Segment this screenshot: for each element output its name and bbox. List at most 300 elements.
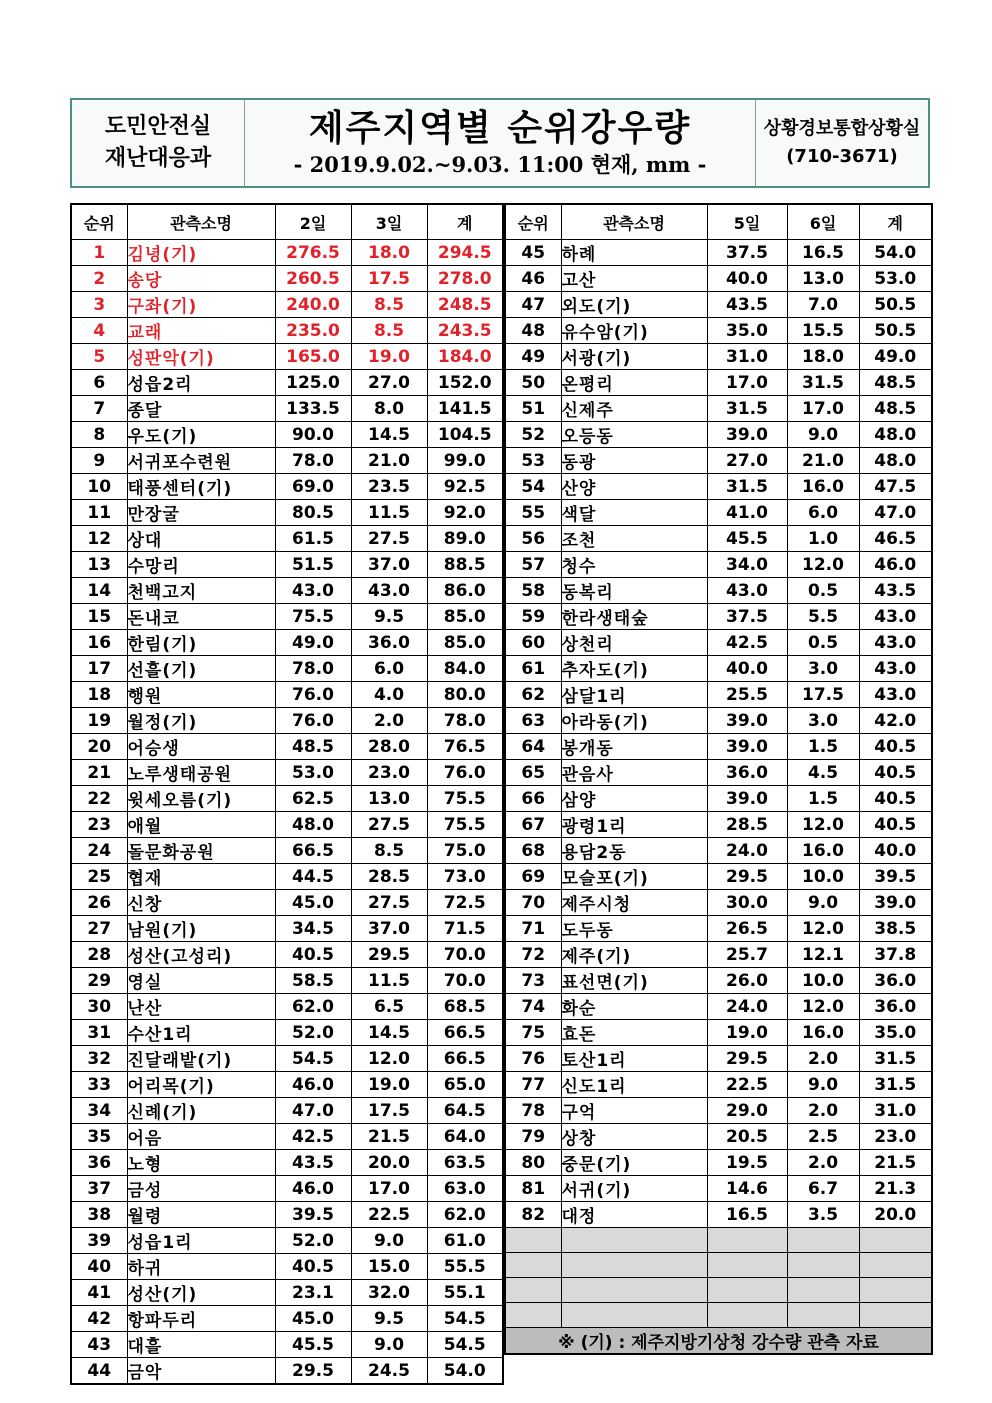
day1-rain-cell: 31.0 xyxy=(707,344,787,370)
day2-rain-cell: 3.0 xyxy=(787,708,859,734)
empty-cell xyxy=(859,1303,932,1328)
table-row xyxy=(71,500,503,526)
day1-rain-cell: 27.0 xyxy=(707,448,787,474)
station-name-cell: 동복리 xyxy=(561,578,707,604)
table-row xyxy=(71,864,503,890)
office-box xyxy=(755,100,928,186)
table-row xyxy=(505,318,932,344)
total-rain-cell: 40.5 xyxy=(859,812,932,838)
rank-cell: 58 xyxy=(505,578,561,604)
column-header: 2일 xyxy=(275,204,351,240)
empty-cell xyxy=(787,1303,859,1328)
total-rain-cell: 78.0 xyxy=(427,708,503,734)
table-row xyxy=(505,1020,932,1046)
day2-rain-cell: 12.1 xyxy=(787,942,859,968)
day2-rain-cell: 29.5 xyxy=(351,942,427,968)
total-rain-cell: 48.0 xyxy=(859,422,932,448)
table-row xyxy=(71,942,503,968)
day2-rain-cell: 8.0 xyxy=(351,396,427,422)
day2-rain-cell: 6.5 xyxy=(351,994,427,1020)
table-row xyxy=(505,578,932,604)
day2-rain-cell: 14.5 xyxy=(351,1020,427,1046)
station-name-cell: 노형 xyxy=(127,1150,275,1176)
day1-rain-cell: 75.5 xyxy=(275,604,351,630)
table-row xyxy=(505,552,932,578)
total-rain-cell: 75.5 xyxy=(427,786,503,812)
table-row xyxy=(505,838,932,864)
table-row xyxy=(71,1202,503,1228)
total-rain-cell: 66.5 xyxy=(427,1046,503,1072)
day2-rain-cell: 6.0 xyxy=(787,500,859,526)
total-rain-cell: 42.0 xyxy=(859,708,932,734)
day1-rain-cell: 235.0 xyxy=(275,318,351,344)
day1-rain-cell: 43.0 xyxy=(707,578,787,604)
rank-cell: 4 xyxy=(71,318,127,344)
rank-cell: 22 xyxy=(71,786,127,812)
rank-cell: 51 xyxy=(505,396,561,422)
total-rain-cell: 65.0 xyxy=(427,1072,503,1098)
day1-rain-cell: 78.0 xyxy=(275,448,351,474)
total-rain-cell: 85.0 xyxy=(427,604,503,630)
table-row xyxy=(505,812,932,838)
day1-rain-cell: 76.0 xyxy=(275,708,351,734)
day2-rain-cell: 17.5 xyxy=(351,266,427,292)
station-name-cell: 관음사 xyxy=(561,760,707,786)
rank-cell: 37 xyxy=(71,1176,127,1202)
total-rain-cell: 39.5 xyxy=(859,864,932,890)
table-row xyxy=(505,760,932,786)
day2-rain-cell: 11.5 xyxy=(351,500,427,526)
rank-cell: 14 xyxy=(71,578,127,604)
day2-rain-cell: 9.0 xyxy=(351,1228,427,1254)
day1-rain-cell: 26.0 xyxy=(707,968,787,994)
total-rain-cell: 31.0 xyxy=(859,1098,932,1124)
station-name-cell: 어음 xyxy=(127,1124,275,1150)
day2-rain-cell: 19.0 xyxy=(351,1072,427,1098)
day2-rain-cell: 0.5 xyxy=(787,578,859,604)
day2-rain-cell: 13.0 xyxy=(787,266,859,292)
day2-rain-cell: 31.5 xyxy=(787,370,859,396)
station-name-cell: 태풍센터(기) xyxy=(127,474,275,500)
table-row xyxy=(71,1228,503,1254)
station-name-cell: 진달래밭(기) xyxy=(127,1046,275,1072)
table-row xyxy=(71,708,503,734)
rank-cell: 56 xyxy=(505,526,561,552)
rank-cell: 52 xyxy=(505,422,561,448)
table-row xyxy=(505,1176,932,1202)
station-name-cell: 온평리 xyxy=(561,370,707,396)
total-rain-cell: 88.5 xyxy=(427,552,503,578)
table-row xyxy=(71,1098,503,1124)
station-name-cell: 삼양 xyxy=(561,786,707,812)
station-name-cell: 제주(기) xyxy=(561,942,707,968)
total-rain-cell: 31.5 xyxy=(859,1072,932,1098)
day2-rain-cell: 4.5 xyxy=(787,760,859,786)
day1-rain-cell: 52.0 xyxy=(275,1228,351,1254)
rank-cell: 67 xyxy=(505,812,561,838)
day1-rain-cell: 44.5 xyxy=(275,864,351,890)
day1-rain-cell: 31.5 xyxy=(707,474,787,500)
total-rain-cell: 48.0 xyxy=(859,448,932,474)
rank-cell: 69 xyxy=(505,864,561,890)
station-name-cell: 종달 xyxy=(127,396,275,422)
total-rain-cell: 46.0 xyxy=(859,552,932,578)
station-name-cell: 봉개동 xyxy=(561,734,707,760)
day2-rain-cell: 27.5 xyxy=(351,812,427,838)
station-name-cell: 대흘 xyxy=(127,1332,275,1358)
rainfall-table-left xyxy=(70,203,504,1385)
rank-cell: 10 xyxy=(71,474,127,500)
day1-rain-cell: 20.5 xyxy=(707,1124,787,1150)
table-row xyxy=(71,448,503,474)
rank-cell: 50 xyxy=(505,370,561,396)
day1-rain-cell: 58.5 xyxy=(275,968,351,994)
day1-rain-cell: 39.0 xyxy=(707,422,787,448)
day1-rain-cell: 30.0 xyxy=(707,890,787,916)
day1-rain-cell: 276.5 xyxy=(275,240,351,266)
day1-rain-cell: 39.0 xyxy=(707,786,787,812)
day2-rain-cell: 9.0 xyxy=(787,1072,859,1098)
total-rain-cell: 43.0 xyxy=(859,656,932,682)
day2-rain-cell: 15.0 xyxy=(351,1254,427,1280)
day2-rain-cell: 8.5 xyxy=(351,292,427,318)
report-header xyxy=(70,98,930,188)
rank-cell: 34 xyxy=(71,1098,127,1124)
empty-cell xyxy=(707,1303,787,1328)
table-row xyxy=(505,448,932,474)
total-rain-cell: 55.5 xyxy=(427,1254,503,1280)
day2-rain-cell: 3.0 xyxy=(787,656,859,682)
empty-cell xyxy=(787,1253,859,1278)
table-row xyxy=(505,474,932,500)
day1-rain-cell: 29.5 xyxy=(275,1358,351,1385)
station-name-cell: 금성 xyxy=(127,1176,275,1202)
rank-cell: 57 xyxy=(505,552,561,578)
station-name-cell: 표선면(기) xyxy=(561,968,707,994)
station-name-cell: 금악 xyxy=(127,1358,275,1385)
station-name-cell: 상대 xyxy=(127,526,275,552)
rank-cell: 74 xyxy=(505,994,561,1020)
day2-rain-cell: 18.0 xyxy=(787,344,859,370)
rank-cell: 81 xyxy=(505,1176,561,1202)
empty-cell xyxy=(561,1228,707,1253)
station-name-cell: 항파두리 xyxy=(127,1306,275,1332)
station-name-cell: 성읍1리 xyxy=(127,1228,275,1254)
day1-rain-cell: 29.0 xyxy=(707,1098,787,1124)
table-row xyxy=(71,682,503,708)
table-row xyxy=(71,422,503,448)
day1-rain-cell: 52.0 xyxy=(275,1020,351,1046)
total-rain-cell: 64.0 xyxy=(427,1124,503,1150)
footnote: ※ (기) : 제주지방기상청 강수량 관측 자료 xyxy=(505,1328,932,1355)
total-rain-cell: 63.0 xyxy=(427,1176,503,1202)
table-row xyxy=(71,344,503,370)
day1-rain-cell: 26.5 xyxy=(707,916,787,942)
rank-cell: 65 xyxy=(505,760,561,786)
page-title: 제주지역별 순위강우량 xyxy=(308,108,692,149)
rank-cell: 54 xyxy=(505,474,561,500)
rank-cell: 30 xyxy=(71,994,127,1020)
rank-cell: 46 xyxy=(505,266,561,292)
day2-rain-cell: 16.0 xyxy=(787,838,859,864)
station-name-cell: 고산 xyxy=(561,266,707,292)
day2-rain-cell: 10.0 xyxy=(787,864,859,890)
day2-rain-cell: 2.0 xyxy=(351,708,427,734)
rank-cell: 71 xyxy=(505,916,561,942)
total-rain-cell: 92.5 xyxy=(427,474,503,500)
station-name-cell: 돌문화공원 xyxy=(127,838,275,864)
rank-cell: 7 xyxy=(71,396,127,422)
empty-cell xyxy=(505,1278,561,1303)
station-name-cell: 조천 xyxy=(561,526,707,552)
office-name: 상황경보통합상황실 xyxy=(763,118,921,139)
rank-cell: 60 xyxy=(505,630,561,656)
day1-rain-cell: 42.5 xyxy=(275,1124,351,1150)
total-rain-cell: 70.0 xyxy=(427,942,503,968)
day1-rain-cell: 69.0 xyxy=(275,474,351,500)
rank-cell: 3 xyxy=(71,292,127,318)
empty-row xyxy=(505,1253,932,1278)
rank-cell: 23 xyxy=(71,812,127,838)
table-row xyxy=(505,864,932,890)
station-name-cell: 노루생태공원 xyxy=(127,760,275,786)
rank-cell: 1 xyxy=(71,240,127,266)
table-row xyxy=(505,1202,932,1228)
day1-rain-cell: 80.5 xyxy=(275,500,351,526)
station-name-cell: 애월 xyxy=(127,812,275,838)
table-row xyxy=(505,682,932,708)
rank-cell: 45 xyxy=(505,240,561,266)
total-rain-cell: 294.5 xyxy=(427,240,503,266)
total-rain-cell: 48.5 xyxy=(859,370,932,396)
table-row xyxy=(71,474,503,500)
column-header: 순위 xyxy=(71,204,127,240)
total-rain-cell: 40.5 xyxy=(859,760,932,786)
column-header: 계 xyxy=(427,204,503,240)
station-name-cell: 천백고지 xyxy=(127,578,275,604)
empty-row xyxy=(505,1228,932,1253)
day1-rain-cell: 25.5 xyxy=(707,682,787,708)
empty-cell xyxy=(707,1253,787,1278)
station-name-cell: 어리목(기) xyxy=(127,1072,275,1098)
day2-rain-cell: 9.5 xyxy=(351,1306,427,1332)
table-row xyxy=(71,552,503,578)
day1-rain-cell: 22.5 xyxy=(707,1072,787,1098)
station-name-cell: 오등동 xyxy=(561,422,707,448)
column-header: 5일 xyxy=(707,204,787,240)
total-rain-cell: 43.0 xyxy=(859,604,932,630)
table-row xyxy=(71,370,503,396)
rank-cell: 12 xyxy=(71,526,127,552)
station-name-cell: 신례(기) xyxy=(127,1098,275,1124)
table-row xyxy=(71,1358,503,1385)
column-header: 관측소명 xyxy=(127,204,275,240)
table-row xyxy=(71,526,503,552)
station-name-cell: 성읍2리 xyxy=(127,370,275,396)
day1-rain-cell: 125.0 xyxy=(275,370,351,396)
day2-rain-cell: 16.0 xyxy=(787,474,859,500)
rank-cell: 31 xyxy=(71,1020,127,1046)
station-name-cell: 영실 xyxy=(127,968,275,994)
rank-cell: 26 xyxy=(71,890,127,916)
table-row xyxy=(71,916,503,942)
total-rain-cell: 40.5 xyxy=(859,786,932,812)
station-name-cell: 구억 xyxy=(561,1098,707,1124)
division-name: 재난대응과 xyxy=(104,146,212,171)
day1-rain-cell: 39.0 xyxy=(707,734,787,760)
table-row xyxy=(71,1176,503,1202)
day2-rain-cell: 5.5 xyxy=(787,604,859,630)
empty-row xyxy=(505,1303,932,1328)
table-row xyxy=(71,1072,503,1098)
day1-rain-cell: 39.5 xyxy=(275,1202,351,1228)
rank-cell: 73 xyxy=(505,968,561,994)
table-row xyxy=(71,968,503,994)
total-rain-cell: 37.8 xyxy=(859,942,932,968)
rank-cell: 47 xyxy=(505,292,561,318)
rank-cell: 76 xyxy=(505,1046,561,1072)
day1-rain-cell: 39.0 xyxy=(707,708,787,734)
table-row xyxy=(505,942,932,968)
day2-rain-cell: 10.0 xyxy=(787,968,859,994)
table-row xyxy=(505,1072,932,1098)
day2-rain-cell: 24.5 xyxy=(351,1358,427,1385)
total-rain-cell: 72.5 xyxy=(427,890,503,916)
day1-rain-cell: 78.0 xyxy=(275,656,351,682)
total-rain-cell: 47.5 xyxy=(859,474,932,500)
table-row xyxy=(505,500,932,526)
total-rain-cell: 141.5 xyxy=(427,396,503,422)
station-name-cell: 서귀(기) xyxy=(561,1176,707,1202)
rank-cell: 61 xyxy=(505,656,561,682)
table-row xyxy=(71,1020,503,1046)
day2-rain-cell: 28.0 xyxy=(351,734,427,760)
empty-cell xyxy=(859,1278,932,1303)
station-name-cell: 광령1리 xyxy=(561,812,707,838)
day1-rain-cell: 43.0 xyxy=(275,578,351,604)
day1-rain-cell: 260.5 xyxy=(275,266,351,292)
station-name-cell: 용담2동 xyxy=(561,838,707,864)
day1-rain-cell: 165.0 xyxy=(275,344,351,370)
day1-rain-cell: 28.5 xyxy=(707,812,787,838)
station-name-cell: 모슬포(기) xyxy=(561,864,707,890)
day1-rain-cell: 25.7 xyxy=(707,942,787,968)
day2-rain-cell: 28.5 xyxy=(351,864,427,890)
day1-rain-cell: 46.0 xyxy=(275,1176,351,1202)
total-rain-cell: 184.0 xyxy=(427,344,503,370)
day1-rain-cell: 48.0 xyxy=(275,812,351,838)
rank-cell: 39 xyxy=(71,1228,127,1254)
station-name-cell: 토산1리 xyxy=(561,1046,707,1072)
column-header: 6일 xyxy=(787,204,859,240)
total-rain-cell: 71.5 xyxy=(427,916,503,942)
table-row xyxy=(71,292,503,318)
total-rain-cell: 43.5 xyxy=(859,578,932,604)
station-name-cell: 윗세오름(기) xyxy=(127,786,275,812)
station-name-cell: 성산(고성리) xyxy=(127,942,275,968)
total-rain-cell: 243.5 xyxy=(427,318,503,344)
station-name-cell: 서광(기) xyxy=(561,344,707,370)
total-rain-cell: 48.5 xyxy=(859,396,932,422)
day2-rain-cell: 12.0 xyxy=(787,552,859,578)
day2-rain-cell: 37.0 xyxy=(351,552,427,578)
rank-cell: 29 xyxy=(71,968,127,994)
day2-rain-cell: 17.0 xyxy=(351,1176,427,1202)
rank-cell: 19 xyxy=(71,708,127,734)
total-rain-cell: 46.5 xyxy=(859,526,932,552)
table-row xyxy=(71,812,503,838)
total-rain-cell: 55.1 xyxy=(427,1280,503,1306)
day1-rain-cell: 40.5 xyxy=(275,942,351,968)
table-row xyxy=(505,994,932,1020)
day2-rain-cell: 19.0 xyxy=(351,344,427,370)
table-row xyxy=(505,890,932,916)
day1-rain-cell: 47.0 xyxy=(275,1098,351,1124)
empty-cell xyxy=(561,1253,707,1278)
rank-cell: 24 xyxy=(71,838,127,864)
total-rain-cell: 54.5 xyxy=(427,1332,503,1358)
empty-cell xyxy=(859,1253,932,1278)
day1-rain-cell: 45.5 xyxy=(707,526,787,552)
rank-cell: 2 xyxy=(71,266,127,292)
rank-cell: 33 xyxy=(71,1072,127,1098)
table-row xyxy=(71,318,503,344)
total-rain-cell: 152.0 xyxy=(427,370,503,396)
day1-rain-cell: 49.0 xyxy=(275,630,351,656)
day2-rain-cell: 21.0 xyxy=(351,448,427,474)
day1-rain-cell: 42.5 xyxy=(707,630,787,656)
total-rain-cell: 76.0 xyxy=(427,760,503,786)
total-rain-cell: 50.5 xyxy=(859,318,932,344)
station-name-cell: 청수 xyxy=(561,552,707,578)
day2-rain-cell: 23.0 xyxy=(351,760,427,786)
day1-rain-cell: 90.0 xyxy=(275,422,351,448)
table-row xyxy=(71,1332,503,1358)
total-rain-cell: 66.5 xyxy=(427,1020,503,1046)
day1-rain-cell: 34.0 xyxy=(707,552,787,578)
day2-rain-cell: 2.0 xyxy=(787,1098,859,1124)
total-rain-cell: 104.5 xyxy=(427,422,503,448)
station-name-cell: 대정 xyxy=(561,1202,707,1228)
page-subtitle: - 2019.9.02.~9.03. 11:00 현재, mm - xyxy=(293,152,707,177)
rank-cell: 18 xyxy=(71,682,127,708)
total-rain-cell: 36.0 xyxy=(859,994,932,1020)
table-row xyxy=(71,838,503,864)
day1-rain-cell: 24.0 xyxy=(707,838,787,864)
day2-rain-cell: 7.0 xyxy=(787,292,859,318)
rank-cell: 8 xyxy=(71,422,127,448)
station-name-cell: 추자도(기) xyxy=(561,656,707,682)
day2-rain-cell: 27.0 xyxy=(351,370,427,396)
station-name-cell: 아라동(기) xyxy=(561,708,707,734)
table-row xyxy=(505,344,932,370)
rank-cell: 44 xyxy=(71,1358,127,1385)
total-rain-cell: 39.0 xyxy=(859,890,932,916)
day2-rain-cell: 4.0 xyxy=(351,682,427,708)
day2-rain-cell: 21.5 xyxy=(351,1124,427,1150)
station-name-cell: 수망리 xyxy=(127,552,275,578)
station-name-cell: 제주시청 xyxy=(561,890,707,916)
total-rain-cell: 35.0 xyxy=(859,1020,932,1046)
table-row xyxy=(71,760,503,786)
office-phone: (710-3671) xyxy=(786,146,898,167)
rank-cell: 41 xyxy=(71,1280,127,1306)
day1-rain-cell: 51.5 xyxy=(275,552,351,578)
empty-cell xyxy=(787,1228,859,1253)
empty-cell xyxy=(561,1303,707,1328)
rank-cell: 25 xyxy=(71,864,127,890)
station-name-cell: 행원 xyxy=(127,682,275,708)
